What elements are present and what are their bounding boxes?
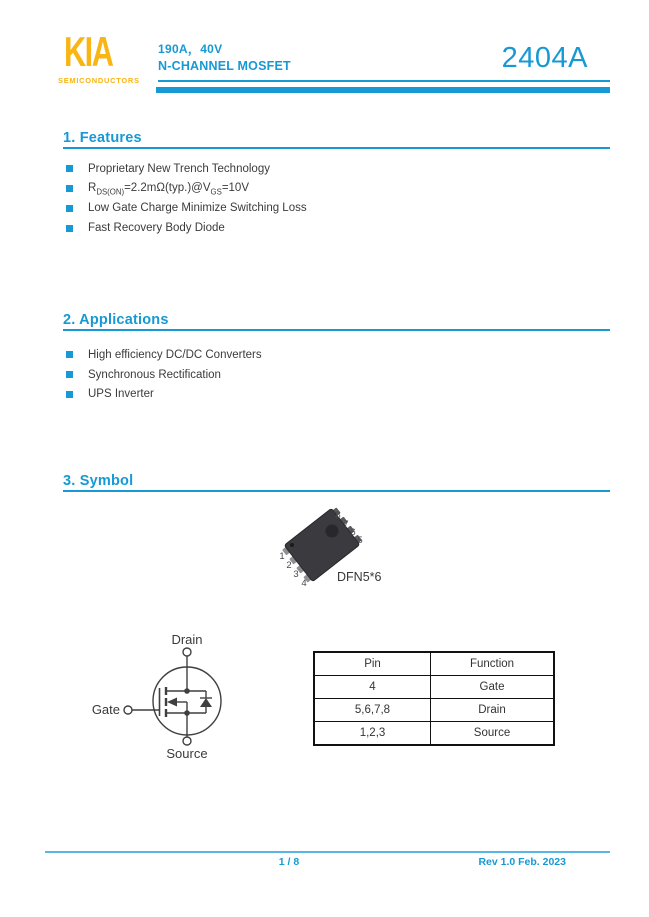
bullet-square-icon <box>66 391 73 398</box>
list-item <box>63 199 610 219</box>
logo-subtitle: SEMICONDUCTORS <box>58 76 140 85</box>
table-row <box>314 722 554 746</box>
list-item <box>63 385 610 405</box>
body-diode-triangle <box>200 698 212 707</box>
pin-number: 7 <box>343 519 349 530</box>
cell-function: Source <box>431 722 555 746</box>
feature-text: Proprietary New Trench Technology <box>88 162 270 175</box>
feature-text: Low Gate Charge Minimize Switching Loss <box>88 202 307 215</box>
list-item <box>63 218 610 238</box>
feature-text: Fast Recovery Body Diode <box>88 222 225 235</box>
revision-label: Rev 1.0 Feb. 2023 <box>478 856 566 868</box>
header-rule-thin <box>158 80 610 82</box>
features-section <box>63 130 610 238</box>
list-item <box>63 365 610 385</box>
pin-number: 5 <box>357 535 363 546</box>
pin-number: 3 <box>293 569 299 580</box>
pin1-marker-dot <box>290 543 294 547</box>
package-label: DFN5*6 <box>337 570 382 584</box>
application-text: UPS Inverter <box>88 388 154 401</box>
pin-function-table <box>313 651 555 746</box>
bullet-square-icon <box>66 225 73 232</box>
bullet-square-icon <box>66 205 73 212</box>
cell-function: Gate <box>431 676 555 699</box>
channel-arrow <box>167 698 177 707</box>
device-rating: 190A，40V <box>158 42 223 56</box>
symbol-section <box>63 473 610 492</box>
cell-pin: 5,6,7,8 <box>314 699 431 722</box>
list-item <box>63 159 610 179</box>
features-list <box>63 159 610 238</box>
applications-heading: 2. Applications <box>63 312 610 331</box>
pin-number: 2 <box>286 560 292 571</box>
kia-logo: KIA <box>64 28 113 75</box>
list-item <box>63 345 610 365</box>
footer-rule <box>45 851 610 853</box>
package-drawing <box>252 495 432 595</box>
column-header-function: Function <box>431 652 555 676</box>
device-summary <box>158 40 291 73</box>
part-number: 2404A <box>501 42 588 74</box>
bullet-square-icon <box>66 351 73 358</box>
application-text: Synchronous Rectification <box>88 368 221 381</box>
pin-number: 8 <box>335 510 341 521</box>
bullet-square-icon <box>66 371 73 378</box>
cell-function: Drain <box>431 699 555 722</box>
features-heading: 1. Features <box>63 130 610 149</box>
header-rule-thick <box>156 87 610 93</box>
bullet-square-icon <box>66 165 73 172</box>
pin-number: 6 <box>350 527 356 538</box>
terminal-label-drain: Drain <box>171 632 203 647</box>
mosfet-symbol <box>80 628 296 768</box>
feature-text: $R_{DS(ON)}=2.2m\Omega(typ.)@V_{GS}=10V$ <box>88 181 249 196</box>
cell-pin: 1,2,3 <box>314 722 431 746</box>
application-text: High efficiency DC/DC Converters <box>88 348 262 361</box>
table-row <box>314 699 554 722</box>
table-row <box>314 676 554 699</box>
applications-section <box>63 312 610 404</box>
pin-number: 1 <box>279 551 285 562</box>
cell-pin: 4 <box>314 676 431 699</box>
bullet-square-icon <box>66 185 73 192</box>
applications-list <box>63 345 610 404</box>
pin-number: 4 <box>301 578 307 589</box>
device-type: N-CHANNEL MOSFET <box>158 59 291 73</box>
table-header-row <box>314 652 554 676</box>
column-header-pin: Pin <box>314 652 431 676</box>
terminal-label-source: Source <box>166 746 208 761</box>
package-mark-dot <box>326 525 339 538</box>
terminal-label-gate: Gate <box>91 702 120 717</box>
symbol-heading: 3. Symbol <box>63 473 610 492</box>
page-number: 1 / 8 <box>278 856 300 868</box>
list-item <box>63 179 610 199</box>
